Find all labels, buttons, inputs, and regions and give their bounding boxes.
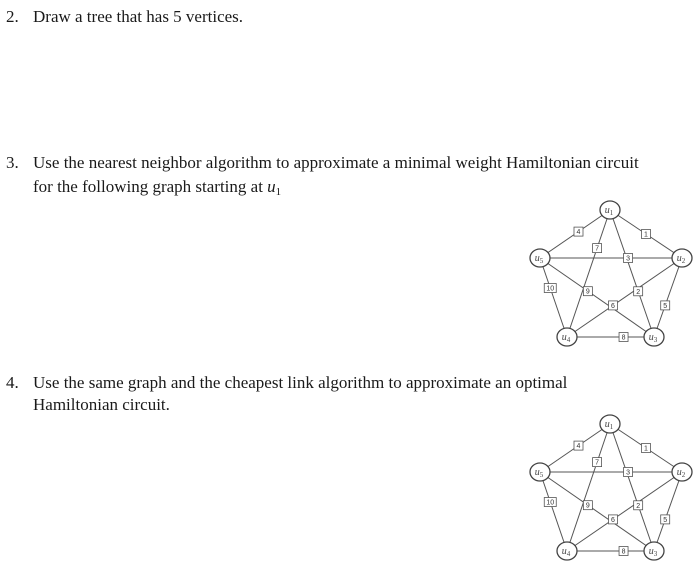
edge-weight-u1-u2 [642, 444, 651, 453]
vertex-label: $u_3$ [648, 332, 658, 344]
vertex-u1 [600, 201, 620, 219]
edge-weight-label: 1 [644, 445, 648, 453]
edge-weight-label: 8 [621, 548, 626, 556]
edge-weight-u1-u4 [593, 244, 602, 253]
edge-u1-u3 [610, 424, 654, 551]
edge-u2-u3 [654, 472, 682, 551]
edge-u1-u3 [610, 210, 654, 337]
vertex-label: $u_1$ [604, 419, 614, 431]
start-vertex-label: u1 [267, 177, 282, 198]
vertex-label: $u_1$ [604, 205, 614, 217]
question-4-number: 4. [6, 373, 19, 392]
vertex-label: $u_4$ [561, 332, 571, 344]
vertex-label: $u_2$ [676, 467, 686, 479]
edge-weight-u1-u5 [574, 227, 583, 236]
edge-u4-u5 [540, 472, 567, 551]
edge-weight-label: 6 [611, 516, 615, 524]
question-3-number: 3. [6, 153, 19, 172]
edge-weight-label: 1 [644, 231, 648, 239]
vertex-u4 [557, 542, 577, 560]
question-2-number: 2. [6, 7, 19, 26]
edge-weight-label: 2 [636, 502, 641, 510]
edge-u3-u5 [540, 255, 654, 337]
edge-weight-label: 3 [626, 255, 630, 263]
graph-edges [540, 424, 682, 551]
edge-weight-label: 2 [636, 288, 641, 296]
vertex-label: $u_5$ [534, 253, 544, 265]
edge-weight-u3-u4 [619, 547, 628, 556]
question-4-text-line-1: Use the same graph and the cheapest link algorithm to approximate an optimal [33, 373, 568, 392]
vertex-u5 [530, 249, 550, 267]
question-2-text: Draw a tree that has 5 vertices. [33, 7, 244, 26]
edge-weight-u2-u3 [661, 515, 670, 524]
edge-u1-u4 [567, 210, 610, 337]
edge-weight-label: 5 [663, 516, 668, 524]
vertex-label: $u_4$ [561, 546, 571, 558]
edge-weight-label: 4 [576, 229, 581, 237]
edge-weight-u1-u3 [634, 501, 643, 510]
edge-weight-label: 10 [546, 499, 555, 507]
vertex-label: $u_5$ [534, 467, 544, 479]
vertex-u4 [557, 328, 577, 346]
edge-weight-u4-u5 [544, 498, 556, 507]
edge-u2-u3 [654, 258, 682, 337]
edge-u1-u4 [567, 424, 610, 551]
vertex-u2 [672, 463, 692, 481]
question-4-text-line-2: Hamiltonian circuit. [33, 395, 170, 414]
edge-weight-u3-u5 [583, 287, 592, 296]
edge-weight-u2-u5 [624, 468, 633, 477]
vertex-u5 [530, 463, 550, 481]
edge-weight-u2-u4 [609, 515, 618, 524]
vertex-u3 [644, 542, 664, 560]
edge-weight-u2-u3 [661, 301, 670, 310]
edge-weight-label: 3 [626, 469, 630, 477]
edge-weight-label: 9 [585, 502, 590, 510]
edge-weight-u1-u3 [634, 287, 643, 296]
edge-weight-u2-u4 [609, 301, 618, 310]
vertex-u1 [600, 415, 620, 433]
edge-weight-u2-u5 [624, 254, 633, 263]
vertex-u3 [644, 328, 664, 346]
question-3-text-line-1: Use the nearest neighbor algorithm to approximate a minimal weight Hamiltonian circuit [33, 153, 639, 172]
edge-weight-u4-u5 [544, 284, 556, 293]
edge-weight-u1-u5 [574, 441, 583, 450]
vertex-label: $u_2$ [676, 253, 686, 265]
edge-weight-label: 5 [663, 302, 668, 310]
edge-weight-u1-u2 [642, 230, 651, 239]
graph-figure-question-3 [520, 196, 697, 356]
edge-weight-u3-u5 [583, 501, 592, 510]
edge-weight-label: 4 [576, 443, 581, 451]
edge-weight-label: 6 [611, 302, 615, 310]
edge-u3-u5 [540, 469, 654, 551]
edge-weight-label: 8 [621, 334, 626, 342]
edge-weight-label: 7 [595, 245, 600, 253]
edge-weight-label: 9 [585, 288, 590, 296]
edge-weight-label: 10 [546, 285, 555, 293]
graph-edges [540, 210, 682, 337]
edge-weight-label: 7 [595, 459, 600, 467]
graph-vertices [530, 415, 692, 560]
question-3-text-line-2-body: for the following graph starting at [33, 177, 263, 196]
edge-u4-u5 [540, 258, 567, 337]
vertex-label: $u_3$ [648, 546, 658, 558]
vertex-u2 [672, 249, 692, 267]
edge-weight-u3-u4 [619, 333, 628, 342]
edge-weight-u1-u4 [593, 458, 602, 467]
graph-figure-question-4 [520, 410, 697, 570]
graph-vertices [530, 201, 692, 346]
question-3-text-line-2 [33, 176, 281, 203]
